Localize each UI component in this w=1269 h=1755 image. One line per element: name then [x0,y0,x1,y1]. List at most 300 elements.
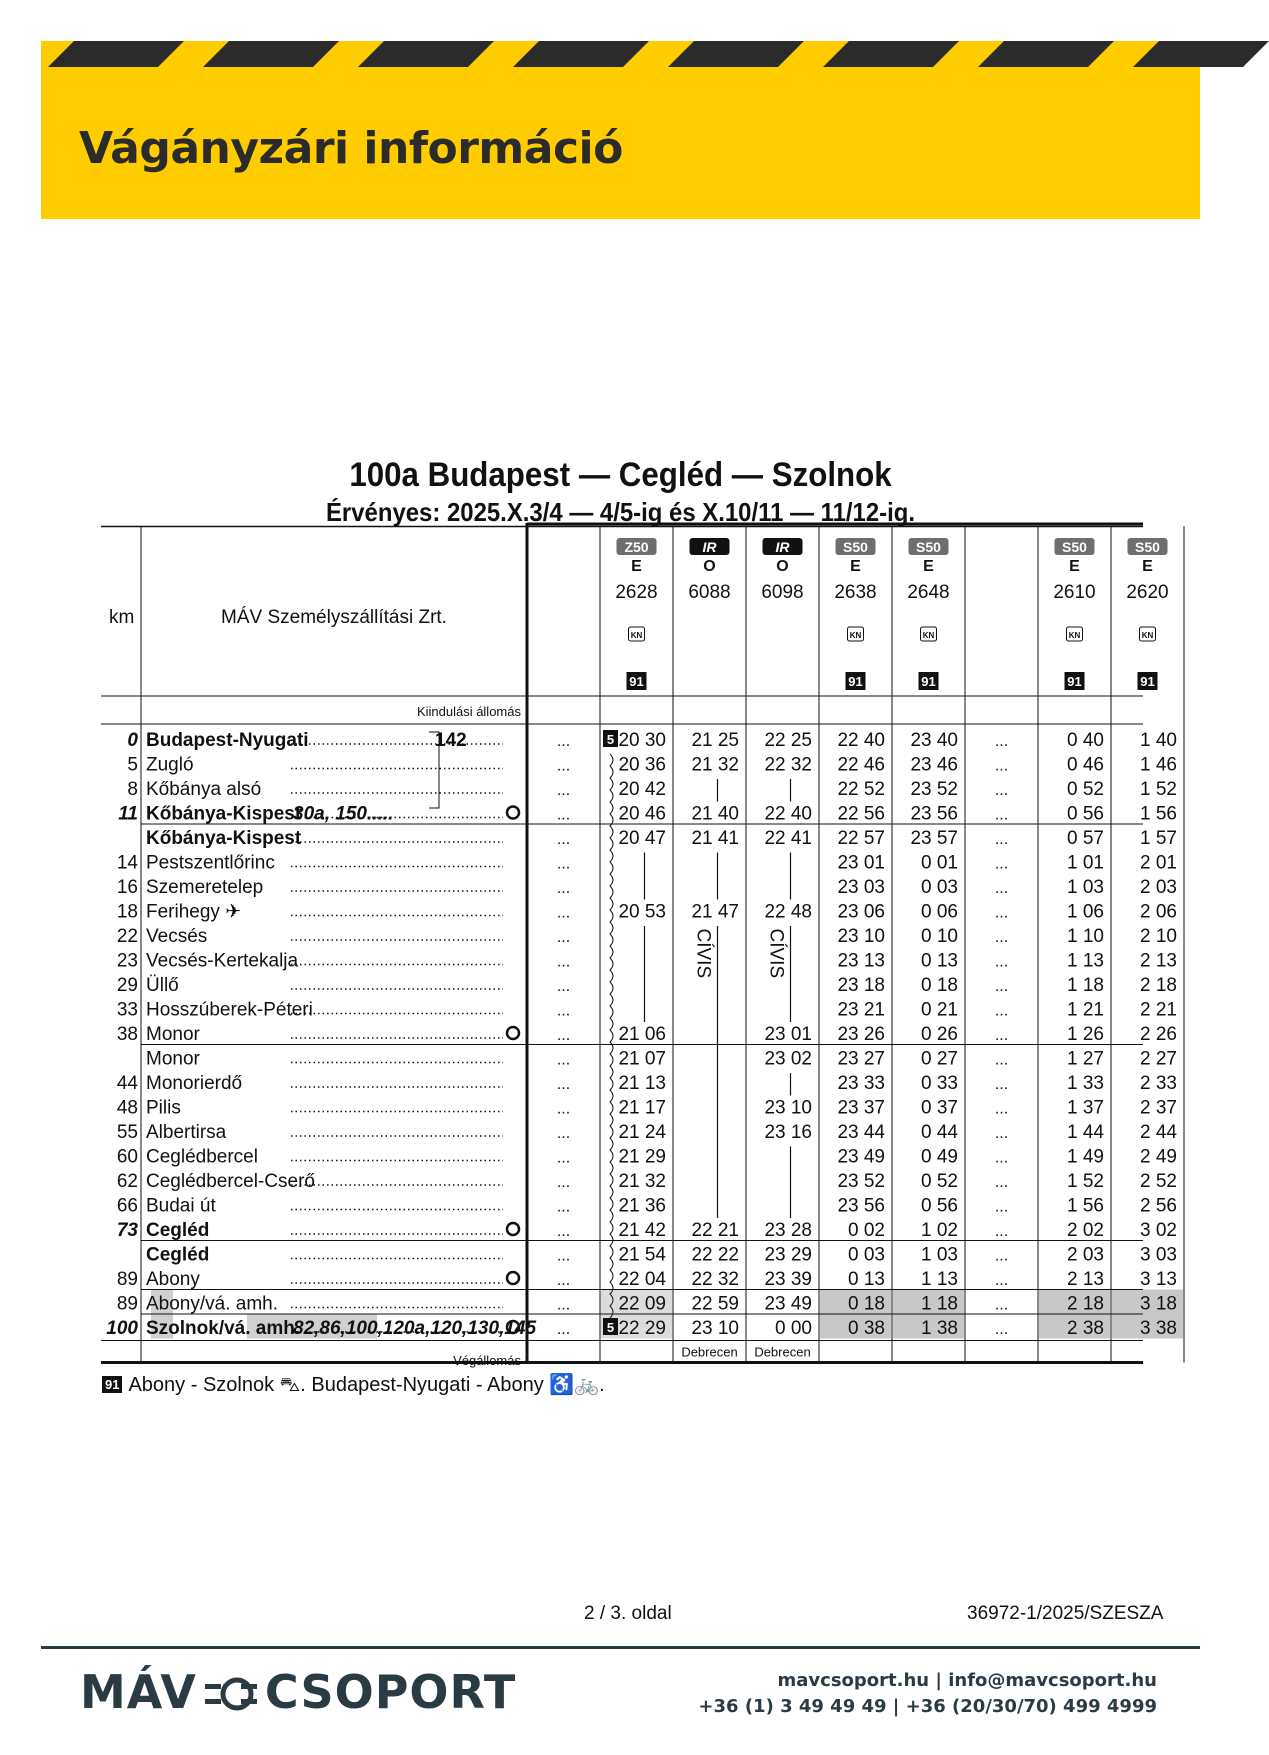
time-cell: 3 18 [1140,1293,1177,1315]
km-value: 0 [127,730,138,751]
kn-label: KN [1141,631,1154,640]
km-value: 33 [116,999,138,1021]
km-value: 89 [116,1269,138,1290]
time-cell: 20 47 [618,828,666,849]
time-cell: 0 13 [848,1269,885,1290]
km-value: 22 [116,926,138,947]
note-badge-label: 91 [1067,674,1082,689]
empty-col-dots: ... [994,1125,1009,1142]
empty-col-dots: ... [994,1296,1009,1314]
time-cell: 1 13 [921,1269,958,1290]
station-name: Ceglédbercel [146,1146,258,1168]
stop-circle-icon [507,1027,519,1039]
brand-logo [80,1665,516,1719]
time-cell: 1 44 [1067,1122,1104,1143]
stop-circle-icon [507,807,519,819]
time-cell: 2 06 [1140,901,1177,923]
empty-col-dots: ... [994,953,1009,971]
note-badge-label: 91 [1140,674,1155,689]
time-cell: 0 01 [921,852,958,874]
time-cell: 1 38 [921,1318,958,1339]
time-cell: 3 13 [1140,1269,1177,1290]
station-name: Pestszentlőrinc [146,852,275,874]
time-cell: 1 52 [1067,1171,1104,1192]
time-cell: 20 30 [618,730,666,751]
time-cell: 1 02 [921,1220,958,1241]
time-cell: 2 10 [1140,926,1177,947]
empty-col-dots: ... [994,1272,1009,1289]
banner-title: Vágányzári információ [79,123,623,174]
empty-col-dots: ... [994,1247,1009,1265]
time-cell: 1 21 [1067,999,1104,1021]
time-cell: 0 46 [1067,754,1104,776]
time-cell: 21 17 [618,1097,666,1119]
time-cell: 23 18 [837,975,885,996]
time-cell: 21 32 [691,754,739,776]
time-cell: 2 03 [1140,877,1177,898]
time-cell: 23 52 [837,1171,885,1192]
footer-rule [41,1646,1200,1649]
train-badge-label: IR [775,539,790,555]
station-name: Monor [146,1048,200,1070]
train-class: O [776,558,789,575]
time-cell: 2 37 [1140,1097,1177,1119]
station-name: Vecsés [146,926,208,947]
destination-label: Debrecen [754,1344,811,1360]
empty-col-dots: ... [556,1002,571,1020]
time-cell: 23 57 [910,828,958,849]
empty-col-dots: ... [994,1149,1009,1167]
time-cell: 0 38 [848,1318,885,1339]
station-name: Budai út [146,1195,216,1217]
train-badge-label: IR [702,539,717,555]
empty-col-dots: ... [556,855,571,873]
kn-label: KN [1068,631,1081,640]
time-cell: 1 03 [921,1244,958,1266]
time-cell: 21 41 [691,828,739,849]
time-cell: 0 56 [921,1195,958,1217]
time-cell: 2 18 [1067,1293,1104,1315]
time-cell: 2 13 [1140,950,1177,972]
start-label: Kiindulási állomás [416,704,521,719]
note-badge-label: 91 [848,674,863,689]
train-number: 6098 [761,582,804,603]
time-cell: 21 42 [618,1220,666,1241]
time-cell: 23 40 [910,730,958,751]
station-connections: 82,86,100,120a,120,130,145 [293,1318,537,1339]
km-value: 11 [118,803,138,825]
time-cell: 23 06 [837,901,885,923]
time-cell: 23 44 [837,1122,885,1143]
time-cell: 0 02 [848,1220,885,1241]
time-cell: 22 32 [764,754,812,776]
empty-col-dots: ... [556,1296,571,1314]
train-class: E [1069,558,1080,575]
time-cell: 23 49 [837,1146,885,1168]
time-cell: 22 40 [837,730,885,751]
time-cell: 2 01 [1140,852,1177,874]
train-number: 2620 [1126,582,1169,603]
contact-web: mavcsoport.hu | info@mavcsoport.hu [777,1670,1157,1691]
station-name: Cegléd [146,1220,210,1241]
station-connections: 30a, 150..... [293,803,394,825]
time-cell: 3 38 [1140,1318,1177,1339]
empty-col-dots: ... [994,1198,1009,1216]
time-cell: 22 56 [837,803,885,825]
km-value: 16 [116,877,138,898]
time-cell: 21 40 [691,803,739,825]
time-cell: 21 29 [618,1146,666,1168]
empty-col-dots: ... [556,1051,571,1069]
time-cell: 23 10 [691,1318,739,1339]
time-cell: 23 10 [837,926,885,947]
brand-right: CSOPORT [264,1665,517,1719]
time-cell: 0 52 [921,1171,958,1192]
station-name: Szemeretelep [146,877,264,898]
time-cell: 23 27 [837,1048,885,1070]
train-class: E [923,558,934,575]
empty-col-dots: ... [556,1076,571,1093]
empty-col-dots: ... [556,1174,571,1191]
time-cell: 23 52 [910,779,958,800]
train-badge-label: S50 [1135,539,1160,555]
station-name: Budapest-Nyugati [146,730,309,751]
empty-col-dots: ... [556,1321,571,1338]
time-cell: 1 56 [1067,1195,1104,1217]
time-cell: 23 37 [837,1097,885,1119]
time-cell: 0 37 [921,1097,958,1119]
time-cell: 22 22 [691,1244,739,1266]
time-cell: 23 49 [764,1293,812,1315]
station-name: Abony/vá. amh. [146,1293,279,1315]
train-number: 6088 [688,582,731,603]
empty-col-dots: ... [556,806,571,824]
station-name: Kőbánya-Kispest [146,803,302,825]
km-value: 23 [116,950,138,972]
time-cell: 22 48 [764,901,812,923]
vertical-note: CÍVIS [765,928,787,979]
station-connections: 142 [435,730,467,751]
train-number: 2628 [615,582,658,603]
time-cell: 0 56 [1067,803,1104,825]
km-value: 73 [116,1220,138,1241]
empty-col-dots: ... [556,978,571,995]
time-cell: 20 42 [618,779,666,800]
time-cell: 23 03 [837,877,885,898]
station-name: Ferihegy ✈ [146,901,242,923]
empty-col-dots: ... [556,782,571,799]
km-value: 18 [116,901,138,923]
time-cell: 0 21 [921,999,958,1021]
time-cell: 0 18 [921,975,958,996]
start-marker-label: 5 [606,732,615,747]
empty-col-dots: ... [994,904,1009,922]
station-name: Kőbánya alsó [146,779,262,800]
time-cell: 21 06 [618,1024,666,1045]
time-cell: 2 49 [1140,1146,1177,1168]
time-cell: 23 39 [764,1269,812,1290]
km-header: km [109,607,135,628]
empty-col-dots: ... [556,1027,571,1044]
time-cell: 21 32 [618,1171,666,1192]
empty-col-dots: ... [994,757,1009,775]
empty-col-dots: ... [994,978,1009,995]
km-value: 38 [116,1024,138,1045]
time-cell: 1 18 [921,1293,958,1315]
time-cell: 22 21 [691,1220,739,1241]
time-cell: 1 26 [1067,1024,1104,1045]
brand-left: MÁV [80,1665,197,1719]
time-cell: 1 57 [1140,828,1177,849]
time-cell: 0 44 [921,1122,958,1143]
empty-col-dots: ... [556,1149,571,1167]
time-cell: 1 56 [1140,803,1177,825]
station-name: Vecsés-Kertekalja [146,950,299,972]
time-cell: 1 37 [1067,1097,1104,1119]
time-cell: 21 24 [618,1122,666,1143]
time-cell: 22 59 [691,1293,739,1315]
time-cell: 0 52 [1067,779,1104,800]
end-label: Végállomás [453,1353,521,1368]
kn-label: KN [630,631,643,640]
empty-col-dots: ... [994,855,1009,873]
kn-label: KN [849,631,862,640]
time-cell: 23 26 [837,1024,885,1045]
time-cell: 1 03 [1067,877,1104,898]
time-cell: 22 25 [764,730,812,751]
time-cell: 2 03 [1067,1244,1104,1266]
document-id: 36972-1/2025/SZESZA [967,1603,1164,1624]
empty-col-dots: ... [556,1247,571,1265]
km-value: 8 [127,779,138,800]
time-cell: 20 46 [618,803,666,825]
station-name: Hosszúberek-Péteri [146,999,313,1021]
time-cell: 2 13 [1067,1269,1104,1290]
station-name: Cegléd [146,1244,210,1266]
station-name: Monor [146,1024,200,1045]
empty-col-dots: ... [556,929,571,946]
time-cell: 23 56 [910,803,958,825]
empty-col-dots: ... [556,1125,571,1142]
station-name: Abony [146,1269,200,1290]
time-cell: 1 49 [1067,1146,1104,1168]
train-badge-label: S50 [1062,539,1087,555]
empty-col-dots: ... [556,831,571,848]
empty-col-dots: ... [556,880,571,897]
train-number: 2638 [834,582,877,603]
timetable-validity: Érvényes: 2025.X.3/4 — 4/5-ig és X.10/11 — 11/12-ig. [325,497,916,527]
time-cell: 1 13 [1067,950,1104,972]
time-cell: 21 25 [691,730,739,751]
time-cell: 20 53 [618,901,666,923]
vertical-note: CÍVIS [692,928,714,979]
empty-col-dots: ... [994,1002,1009,1020]
note-badge-label: 91 [629,674,644,689]
time-cell: 21 47 [691,901,739,923]
destination-label: Debrecen [681,1344,738,1360]
timetable [101,526,1177,1369]
time-cell: 23 56 [837,1195,885,1217]
time-cell: 1 33 [1067,1073,1104,1094]
empty-col-dots: ... [556,1198,571,1216]
time-cell: 0 18 [848,1293,885,1315]
km-value: 48 [116,1097,138,1119]
time-cell: 22 09 [618,1293,666,1315]
footnote [102,1372,605,1399]
time-cell: 23 01 [764,1024,812,1045]
empty-col-dots: ... [994,1223,1009,1240]
stop-circle-icon [507,1272,519,1284]
footnote-text: Abony - Szolnok ⛍. Budapest-Nyugati - Abony ♿🚲. [128,1374,605,1396]
time-cell: 0 00 [775,1318,812,1339]
km-value: 89 [116,1293,138,1315]
train-number: 2648 [907,582,950,603]
time-cell: 1 10 [1067,926,1104,947]
empty-col-dots: ... [556,904,571,922]
time-cell: 22 52 [837,779,885,800]
timetable-title: 100a Budapest — Cegléd — Szolnok [349,456,892,494]
train-class: E [1142,558,1153,575]
time-cell: 0 26 [921,1024,958,1045]
time-cell: 0 57 [1067,828,1104,849]
time-cell: 21 36 [618,1195,666,1217]
time-cell: 3 03 [1140,1244,1177,1266]
km-value: 62 [116,1171,138,1192]
warning-stripes [41,41,1200,67]
time-cell: 22 32 [691,1269,739,1290]
km-value: 5 [127,754,138,776]
time-cell: 2 27 [1140,1048,1177,1070]
time-cell: 0 33 [921,1073,958,1094]
time-cell: 2 33 [1140,1073,1177,1094]
time-cell: 21 13 [618,1073,666,1094]
km-value: 29 [116,975,138,996]
empty-col-dots: ... [994,1100,1009,1118]
time-cell: 23 28 [764,1220,812,1241]
contact-info [698,1668,1157,1720]
time-cell: 22 57 [837,828,885,849]
time-cell: 1 46 [1140,754,1177,776]
end-marker-label: 5 [606,1320,615,1335]
note-badge-label: 91 [921,674,936,689]
time-cell: 0 27 [921,1048,958,1070]
time-cell: 2 21 [1140,999,1177,1021]
time-cell: 23 13 [837,950,885,972]
station-name: Albertirsa [146,1122,227,1143]
stop-circle-icon [507,1223,519,1235]
time-cell: 1 18 [1067,975,1104,996]
time-cell: 23 46 [910,754,958,776]
time-cell: 0 03 [848,1244,885,1266]
time-cell: 1 06 [1067,901,1104,923]
header-banner [41,41,1200,219]
km-value: 44 [116,1073,138,1094]
contact-phone: +36 (1) 3 49 49 49 | +36 (20/30/70) 499 4999 [698,1696,1157,1717]
time-cell: 2 52 [1140,1171,1177,1192]
time-cell: 23 33 [837,1073,885,1094]
train-class: O [703,558,716,575]
page-number: 2 / 3. oldal [584,1603,672,1624]
time-cell: 22 40 [764,803,812,825]
station-name: Szolnok/vá. amh. [146,1318,301,1339]
time-cell: 23 10 [764,1097,812,1119]
time-cell: 2 44 [1140,1122,1177,1143]
time-cell: 22 04 [618,1269,666,1290]
time-cell: 0 49 [921,1146,958,1168]
time-cell: 1 01 [1067,852,1104,874]
footnote-badge: 91 [102,1376,122,1393]
time-cell: 23 29 [764,1244,812,1266]
time-cell: 2 18 [1140,975,1177,996]
station-name: Kőbánya-Kispest [146,828,302,849]
kn-label: KN [922,631,935,640]
time-cell: 1 40 [1140,730,1177,751]
time-cell: 2 56 [1140,1195,1177,1217]
km-value: 55 [116,1122,138,1143]
time-cell: 0 10 [921,926,958,947]
time-cell: 1 52 [1140,779,1177,800]
train-badge-label: S50 [843,539,868,555]
empty-col-dots: ... [994,831,1009,848]
wavy-line [610,754,613,1318]
station-name: Monorierdő [146,1073,243,1094]
station-name: Pilis [146,1097,181,1119]
empty-col-dots: ... [994,1051,1009,1069]
empty-col-dots: ... [556,953,571,971]
empty-col-dots: ... [556,1100,571,1118]
empty-col-dots: ... [556,1223,571,1240]
empty-col-dots: ... [994,733,1009,750]
time-cell: 20 36 [618,754,666,776]
time-cell: 22 41 [764,828,812,849]
time-cell: 2 38 [1067,1318,1104,1339]
time-cell: 0 40 [1067,730,1104,751]
km-value: 66 [116,1195,138,1217]
km-value: 100 [106,1318,138,1339]
time-cell: 2 26 [1140,1024,1177,1045]
empty-col-dots: ... [994,880,1009,897]
time-cell: 21 07 [618,1048,666,1070]
station-name: Ceglédbercel-Cserő [146,1171,315,1192]
train-class: E [850,558,861,575]
train-badge-label: S50 [916,539,941,555]
empty-col-dots: ... [994,782,1009,799]
empty-col-dots: ... [994,1027,1009,1044]
time-cell: 22 46 [837,754,885,776]
operator-header: MÁV Személyszállítási Zrt. [221,607,447,628]
km-value: 14 [116,852,138,874]
train-badge-label: Z50 [624,539,649,555]
empty-col-dots: ... [994,929,1009,946]
station-name: Zugló [146,754,194,776]
time-cell: 1 27 [1067,1048,1104,1070]
time-cell: 0 13 [921,950,958,972]
time-cell: 22 29 [618,1318,666,1339]
time-cell: 23 02 [764,1048,812,1070]
time-cell: 2 02 [1067,1220,1104,1241]
train-number: 2610 [1053,582,1096,603]
time-cell: 23 16 [764,1122,812,1143]
time-cell: 21 54 [618,1244,666,1266]
time-cell: 3 02 [1140,1220,1177,1241]
empty-col-dots: ... [994,1174,1009,1191]
train-class: E [631,558,642,575]
rail-logo-icon [203,1674,259,1714]
time-cell: 0 03 [921,877,958,898]
time-cell: 23 21 [837,999,885,1021]
empty-col-dots: ... [994,1321,1009,1338]
empty-col-dots: ... [556,733,571,750]
